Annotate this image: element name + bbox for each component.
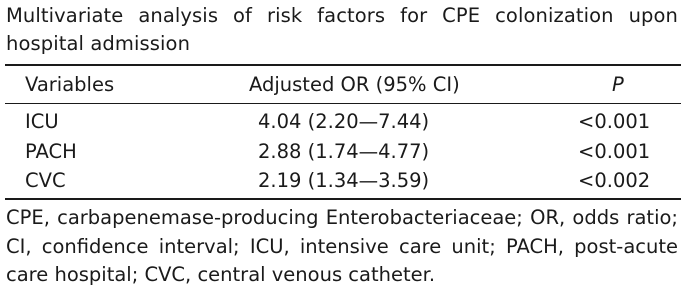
row-variable-pach: PACH — [25, 140, 77, 163]
row-p-pach: <0.001 — [578, 140, 651, 163]
table-footnote: CPE, carbapenemase-producing Enterobacteriaceae; OR, odds ratio; CI, confidence interval; ICU, intensive care unit; PACH, post-acute care hospital; CVC, central venous catheter. — [6, 206, 678, 286]
column-header-p: P — [612, 73, 624, 96]
column-header-variables: Variables — [25, 73, 115, 96]
row-p-cvc: <0.002 — [578, 169, 651, 192]
table-top-rule — [5, 64, 681, 66]
row-p-icu: <0.001 — [578, 110, 651, 133]
row-or-icu: 4.04 (2.20—7.44) — [258, 110, 430, 133]
row-or-cvc: 2.19 (1.34—3.59) — [258, 169, 430, 192]
table-bottom-rule — [5, 198, 681, 200]
table-header-rule — [5, 103, 681, 104]
table-caption: Multivariate analysis of risk factors for CPE colonization upon hospital admission — [6, 4, 678, 55]
row-variable-icu: ICU — [25, 110, 59, 133]
row-variable-cvc: CVC — [25, 169, 66, 192]
column-header-adjusted-or: Adjusted OR (95% CI) — [249, 73, 460, 96]
row-or-pach: 2.88 (1.74—4.77) — [258, 140, 430, 163]
